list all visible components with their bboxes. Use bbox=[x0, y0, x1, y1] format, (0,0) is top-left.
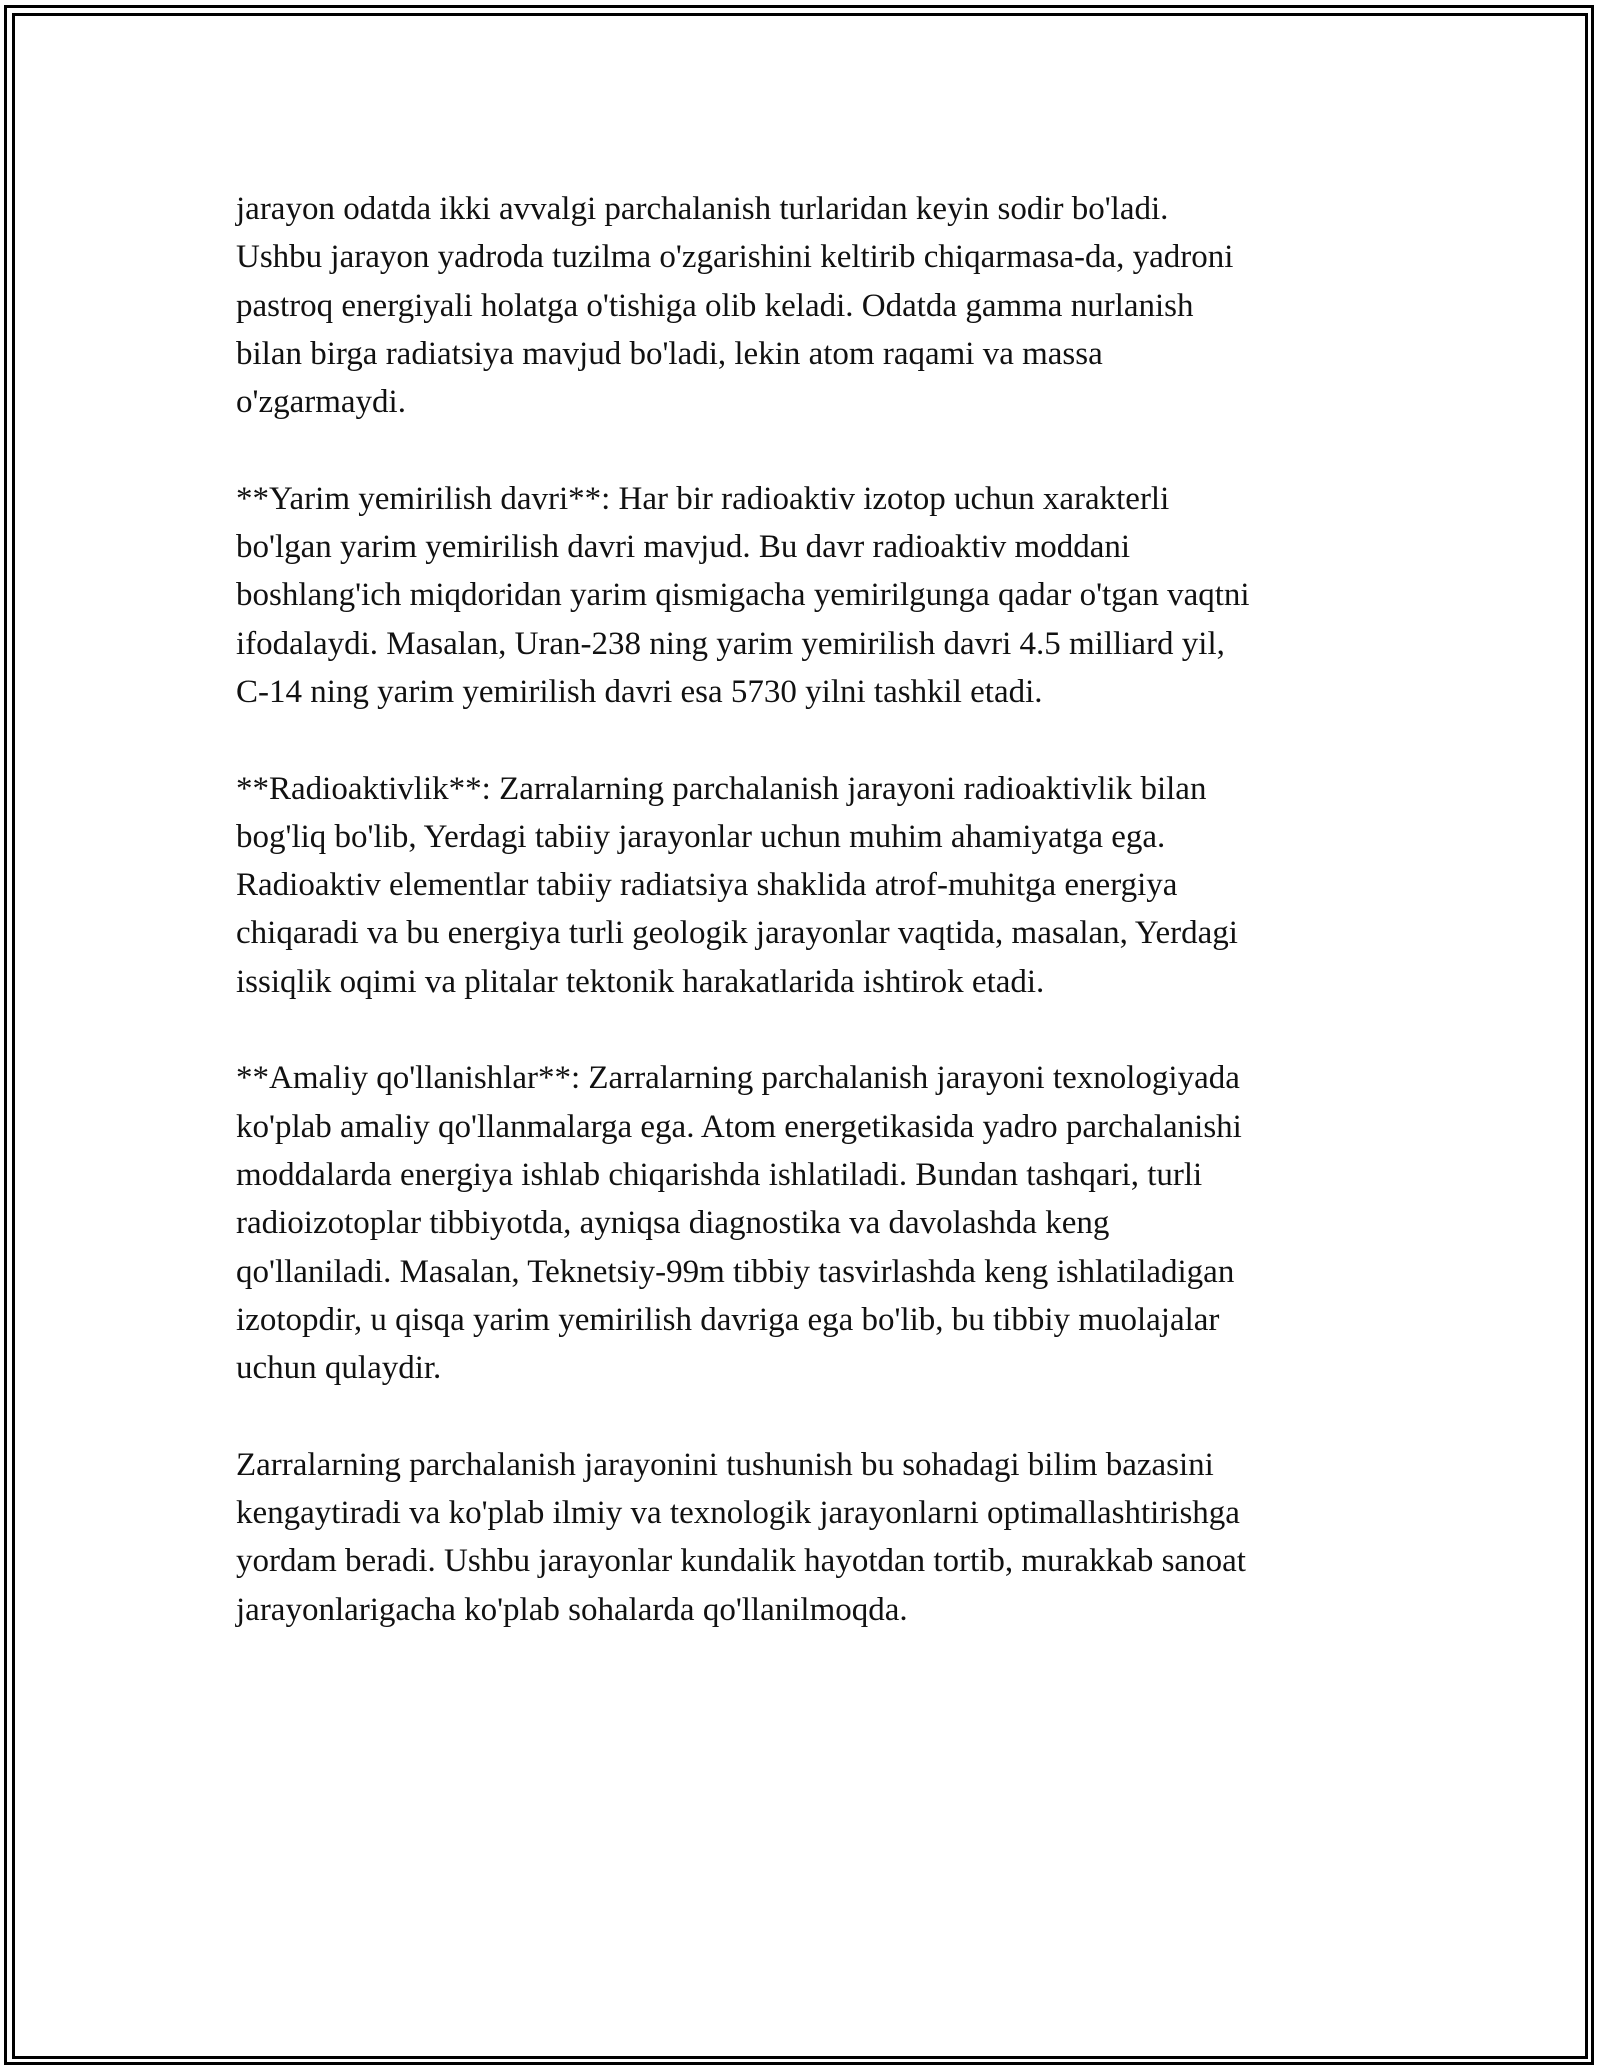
paragraph-practical-applications bbox=[236, 1054, 1386, 1392]
text-line: jarayon odatda ikki avvalgi parchalanish turlaridan keyin sodir bo'ladi. bbox=[236, 191, 1169, 227]
text-line: jarayonlarigacha ko'plab sohalarda qo'llanilmoqda. bbox=[236, 1591, 908, 1628]
paragraph-conclusion bbox=[236, 1441, 1386, 1634]
text-line: qo'llaniladi. Masalan, Teknetsiy-99m tibbiy tasvirlashda keng ishlatiladigan bbox=[236, 1253, 1235, 1290]
text-line: chiqaradi va bu energiya turli geologik jarayonlar vaqtida, masalan, Yerdagi bbox=[236, 915, 1238, 952]
text-line: kengaytiradi va ko'plab ilmiy va texnologik jarayonlarni optimallashtirishga bbox=[236, 1495, 1240, 1532]
text-line: yordam beradi. Ushbu jarayonlar kundalik hayotdan tortib, murakkab sanoat bbox=[236, 1543, 1246, 1580]
text-line: bo'lgan yarim yemirilish davri mavjud. Bu davr radioaktiv moddani bbox=[236, 529, 1131, 566]
text-line: C-14 ning yarim yemirilish davri esa 5730 yilni tashkil etadi. bbox=[236, 673, 1043, 710]
text-line: pastroq energiyali holatga o'tishiga olib keladi. Odatda gamma nurlanish bbox=[236, 287, 1194, 324]
paragraph-radioactivity bbox=[236, 765, 1386, 1006]
text-line: bog'liq bo'lib, Yerdagi tabiiy jarayonlar uchun muhim ahamiyatga ega. bbox=[236, 818, 1166, 855]
text-line: o'zgarmaydi. bbox=[236, 384, 406, 421]
text-line: uchun qulaydir. bbox=[236, 1350, 442, 1387]
text-line: boshlang'ich miqdoridan yarim qismigacha yemirilgunga qadar o'tgan vaqtni bbox=[236, 577, 1250, 614]
document-body bbox=[236, 185, 1386, 1634]
text-line: izotopdir, u qisqa yarim yemirilish davriga ega bo'lib, bu tibbiy muolajalar bbox=[236, 1301, 1220, 1338]
text-line: Ushbu jarayon yadroda tuzilma o'zgarishini keltirib chiqarmasa-da, yadroni bbox=[236, 239, 1234, 276]
text-line: Zarralarning parchalanish jarayonini tushunish bu sohadagi bilim bazasini bbox=[236, 1446, 1214, 1483]
text-line: issiqlik oqimi va plitalar tektonik harakatlarida ishtirok etadi. bbox=[236, 963, 1045, 1000]
text-line: bilan birga radiatsiya mavjud bo'ladi, lekin atom raqami va massa bbox=[236, 335, 1103, 372]
text-line: Radioaktiv elementlar tabiiy radiatsiya shaklida atrof-muhitga energiya bbox=[236, 867, 1178, 904]
text-line: ko'plab amaliy qo'llanmalarga ega. Atom energetikasida yadro parchalanishi bbox=[236, 1108, 1242, 1145]
text-line: **Yarim yemirilish davri**: Har bir radioaktiv izotop uchun xarakterli bbox=[236, 480, 1170, 517]
text-line: **Radioaktivlik**: Zarralarning parchalanish jarayoni radioaktivlik bilan bbox=[236, 770, 1207, 807]
paragraph-gamma-decay bbox=[236, 185, 1386, 426]
paragraph-half-life bbox=[236, 475, 1386, 716]
text-line: ifodalaydi. Masalan, Uran-238 ning yarim yemirilish davri 4.5 milliard yil, bbox=[236, 625, 1225, 662]
text-line: moddalarda energiya ishlab chiqarishda ishlatiladi. Bundan tashqari, turli bbox=[236, 1156, 1203, 1193]
text-line: radioizotoplar tibbiyotda, ayniqsa diagnostika va davolashda keng bbox=[236, 1205, 1110, 1242]
text-line: **Amaliy qo'llanishlar**: Zarralarning parchalanish jarayoni texnologiyada bbox=[236, 1060, 1240, 1097]
